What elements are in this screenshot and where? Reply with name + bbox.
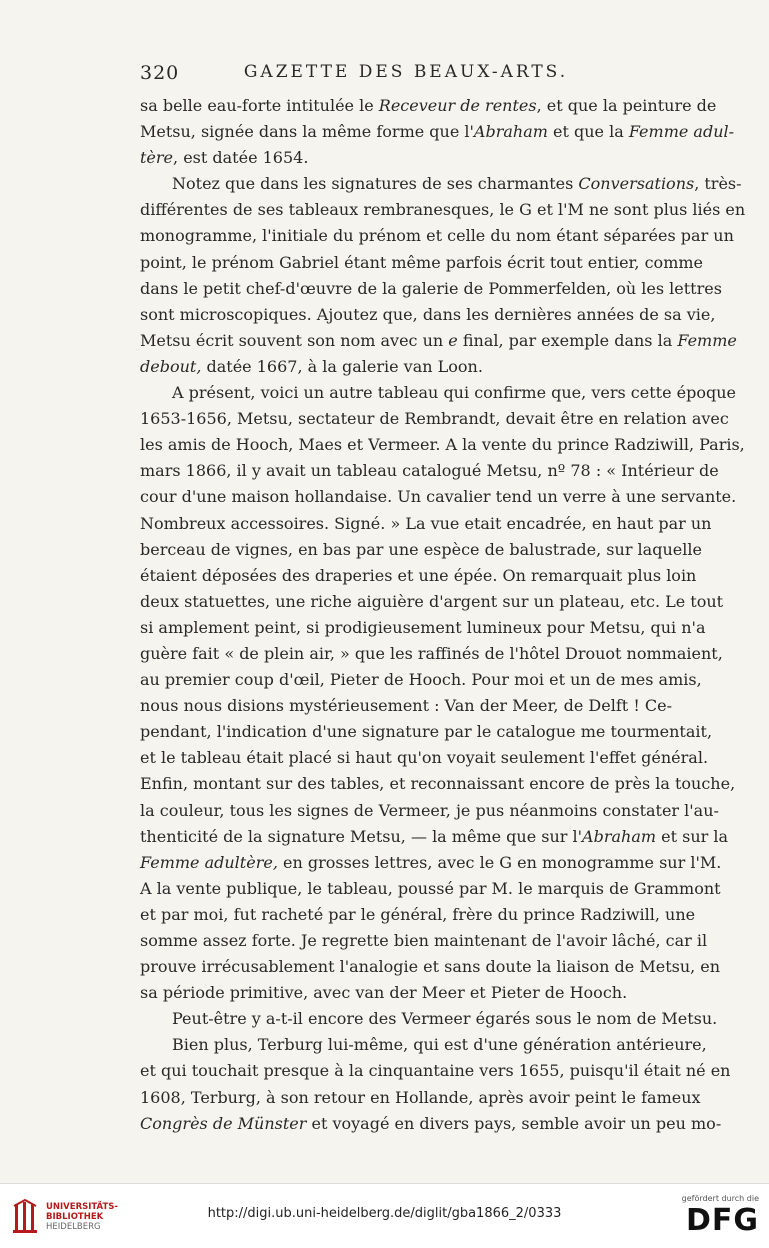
text-line [140, 641, 723, 667]
text-run: 1608, Terburg, à son retour en Hollande, après avoir peint le fameux [140, 1087, 701, 1107]
text-run: pendant, l'indication d'une signature par le catalogue me tourmentait, [140, 722, 713, 742]
text-line [140, 1085, 701, 1111]
text-run: si amplement peint, si prodigieusement lumineux pour Metsu, qui n'a [140, 617, 706, 637]
text-line [140, 145, 672, 171]
text-run: et que la [547, 122, 629, 142]
text-run: mars 1866, il y avait un tableau catalogué Metsu, nº 78 : « Intérieur de [140, 461, 719, 481]
journal-title: GAZETTE DES BEAUX-ARTS. [243, 62, 569, 82]
text-run: sa période primitive, avec van der Meer et Pieter de Hooch. [140, 983, 628, 1003]
text-run: dans le petit chef-d'œuvre de la galerie de Pommerfelden, où les lettres [140, 278, 722, 298]
text-line [140, 484, 737, 510]
text-line [140, 667, 702, 693]
text-run: deux statuettes, une riche aiguière d'argent sur un plateau, etc. Le tout [140, 591, 724, 611]
italic-title: Femme adul- [628, 122, 735, 142]
text-run: étaient déposées des draperies et une épée. On remarquait plus loin [140, 565, 697, 585]
italic-title: Femme [677, 330, 737, 350]
text-run: sa belle eau-forte intitulée le [140, 96, 379, 115]
text-line [140, 824, 729, 850]
text-run: A présent, voici un autre tableau qui confirme que, vers cette époque [172, 383, 736, 403]
text-run: différentes de ses tableaux rembranesques, le G et l'M ne sont plus liés en [140, 200, 746, 220]
text-line [140, 1111, 722, 1137]
text-run: et le tableau était placé si haut qu'on voyait seulement l'effet général. [140, 748, 709, 768]
text-run: et par moi, fut racheté par le général, frère du prince Radziwill, une [140, 904, 696, 924]
text-line [140, 197, 746, 223]
page-number: 320 [140, 62, 180, 84]
text-run: , est datée 1654. [173, 148, 309, 168]
italic-title: e [448, 330, 458, 350]
text-line [140, 902, 696, 928]
text-run: Nombreux accessoires. Signé. » La vue etait encadrée, en haut par un [140, 513, 712, 533]
library-name-line: UNIVERSITÄTS- [46, 1202, 118, 1212]
text-run: les amis de Hooch, Maes et Vermeer. A la vente du prince Radziwill, Paris, [140, 435, 745, 455]
library-name-line: HEIDELBERG [46, 1222, 101, 1232]
text-run: Bien plus, Terburg lui-même, qui est d'une génération antérieure, [172, 1035, 707, 1055]
text-line [140, 980, 672, 1006]
text-run: et sur la [656, 826, 729, 846]
text-line [140, 876, 721, 902]
text-run: final, par exemple dans la [457, 330, 678, 350]
italic-title: Congrès de Münster [140, 1113, 307, 1133]
text-run: Notez que dans les signatures de ses charmantes [172, 174, 579, 194]
italic-title: tère [140, 148, 174, 168]
text-run: berceau de vignes, en bas par une espèce de balustrade, sur laquelle [140, 539, 702, 559]
text-line [140, 563, 697, 589]
dfg-logo-text: DFG [685, 1203, 759, 1238]
text-line [140, 1006, 718, 1032]
text-run: et qui touchait presque à la cinquantaine vers 1655, puisqu'il était né en [140, 1061, 731, 1081]
text-run: , et que la peinture de [536, 96, 717, 115]
text-run: monogramme, l'initiale du prénom et celle du nom étant séparées par un [140, 226, 734, 246]
italic-title: Femme adultère, [140, 852, 278, 872]
italic-title: Abraham [473, 122, 548, 142]
text-line [140, 354, 672, 380]
text-run: 1653-1656, Metsu, sectateur de Rembrandt, devait être en relation avec [140, 409, 729, 429]
text-line [140, 432, 745, 458]
text-run: Enfin, montant sur des tables, et reconnaissant encore de près la touche, [140, 774, 736, 794]
text-run: guère fait « de plein air, » que les raffinés de l'hôtel Drouot nommaient, [140, 643, 723, 663]
dfg-funding-logo[interactable] [673, 1194, 759, 1237]
text-line [140, 302, 716, 328]
text-run: somme assez forte. Je regrette bien maintenant de l'avoir lâché, car il [140, 931, 708, 950]
library-name-line: BIBLIOTHEK [46, 1212, 104, 1222]
text-line [140, 798, 719, 824]
body-text [140, 93, 746, 1137]
italic-title: debout, [140, 356, 202, 376]
text-run: la couleur, tous les signes de Vermeer, je pus néanmoins constater l'au- [140, 800, 719, 820]
text-line [140, 380, 736, 406]
text-line [140, 458, 719, 484]
text-run: datée 1667, à la galerie van Loon. [201, 356, 483, 376]
text-line [140, 119, 735, 145]
text-line [140, 589, 724, 615]
permalink-url[interactable]: http://digi.ub.uni-heidelberg.de/diglit/gba1866_2/0333 [207, 1206, 562, 1221]
text-line [140, 250, 703, 276]
funding-caption: gefördert durch die [681, 1194, 759, 1203]
text-run: thenticité de la signature Metsu, — la même que sur l' [140, 826, 583, 846]
text-line [140, 223, 734, 249]
text-line [140, 1058, 731, 1084]
text-run: en grosses lettres, avec le G en monogramme sur l'M. [277, 852, 722, 872]
text-line [140, 615, 706, 641]
text-run: A la vente publique, le tableau, poussé par M. le marquis de Grammont [140, 878, 721, 898]
text-run: cour d'une maison hollandaise. Un cavalier tend un verre à une servante. [140, 487, 737, 507]
text-run: point, le prénom Gabriel étant même parfois écrit tout entier, comme [140, 252, 703, 272]
text-line [140, 850, 722, 876]
text-line [140, 693, 672, 719]
text-line [140, 771, 736, 797]
text-run: nous nous disions mystérieusement : Van der Meer, de Delft ! Ce- [140, 696, 672, 716]
text-line [140, 171, 742, 197]
text-run: sont microscopiques. Ajoutez que, dans les dernières années de sa vie, [140, 304, 716, 324]
running-header [140, 62, 672, 92]
text-line [140, 719, 713, 745]
text-line [140, 745, 709, 771]
text-line [140, 328, 737, 354]
italic-title: Receveur de rentes [378, 96, 537, 115]
text-line [140, 537, 702, 563]
text-run: , très- [694, 174, 742, 194]
italic-title: Conversations [578, 174, 695, 194]
text-run: et voyagé en divers pays, semble avoir un peu mo- [306, 1113, 722, 1133]
text-line [140, 511, 712, 537]
text-line [140, 276, 722, 302]
text-line [140, 1032, 707, 1058]
text-run: au premier coup d'œil, Pieter de Hooch. Pour moi et un de mes amis, [140, 670, 702, 690]
text-run: Peut-être y a-t-il encore des Vermeer égarés sous le nom de Metsu. [172, 1009, 718, 1029]
digitization-footer [0, 1183, 769, 1248]
text-line [140, 954, 721, 980]
text-run: prouve irrécusablement l'analogie et sans doute la liaison de Metsu, en [140, 957, 721, 977]
text-line [140, 406, 729, 432]
text-line [140, 928, 708, 954]
text-line [140, 93, 717, 119]
text-run: Metsu écrit souvent son nom avec un [140, 330, 449, 350]
italic-title: Abraham [582, 826, 657, 846]
text-run: Metsu, signée dans la même forme que l' [140, 122, 474, 142]
